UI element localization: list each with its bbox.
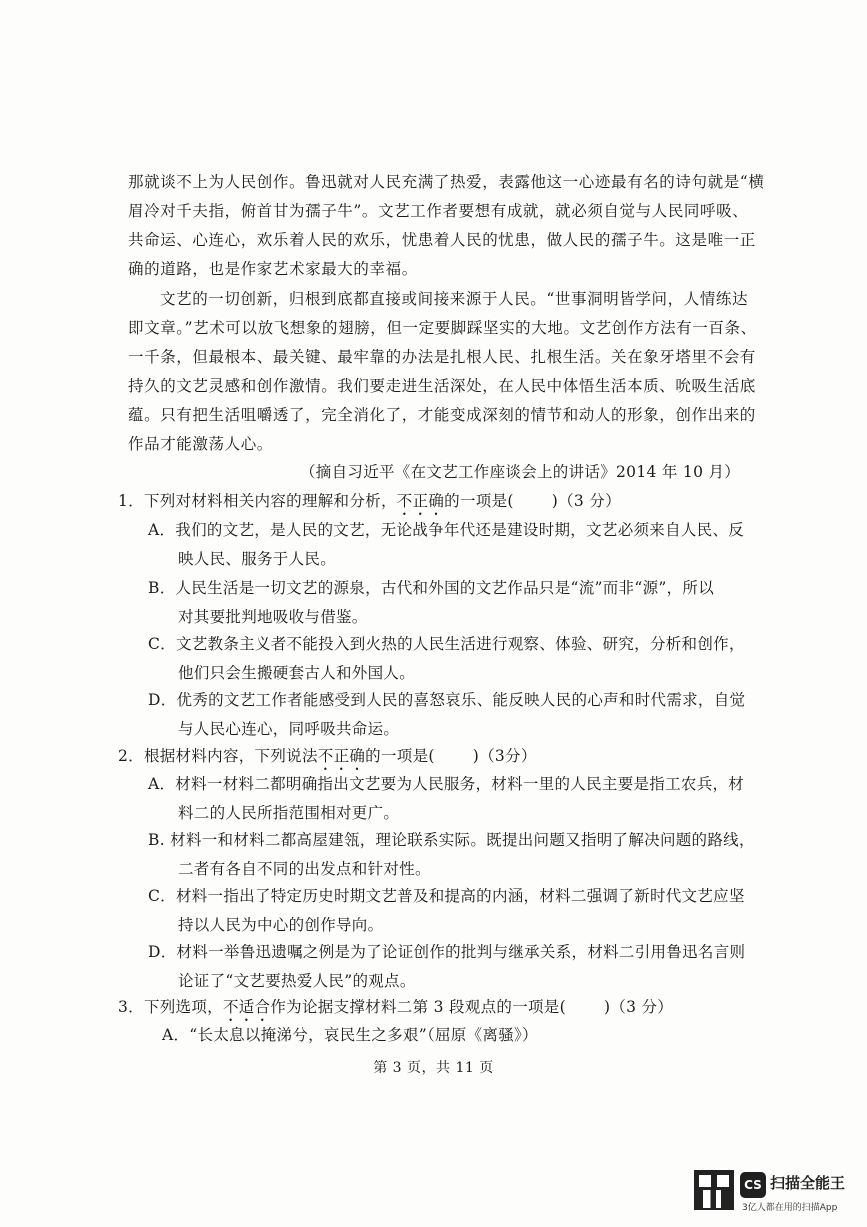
text-line: 一千条，但最根本、最关键、最牢靠的办法是扎根人民、扎根生活。关在象牙塔里不会有 [128, 348, 756, 366]
emphasis-text: 不正确 [317, 747, 366, 765]
question-1-option-c [148, 630, 748, 688]
question-2-option-a [148, 770, 748, 828]
stem-text: 的一项是( [365, 747, 435, 765]
emphasis-text: 不正确 [396, 492, 445, 510]
camscanner-tagline: 3亿人都在用的扫描App [742, 1203, 838, 1213]
stem-score: )（3 分） [551, 492, 621, 510]
option-line: D．优秀的文艺工作者能感受到人民的喜怒哀乐、能反映人民的心声和时代需求，自觉 [148, 691, 746, 709]
stem-text: 作为论据支撑材料二第 3 段观点的一项是( [270, 998, 566, 1016]
option-line: C．材料一指出了特定历史时期文艺普及和提高的内涵，材料二强调了新时代文艺应坚 [148, 887, 745, 905]
option-line: D．材料一举鲁迅遗嘱之例是为了论证创作的批判与继承关系，材料二引用鲁迅名言则 [148, 943, 746, 961]
emphasis-text: 不适合 [222, 998, 271, 1016]
question-2-option-b [148, 826, 755, 884]
passage-paragraph-2 [128, 285, 757, 459]
option-line: 映人民、服务于人民。 [178, 550, 337, 568]
question-2-option-c [148, 882, 748, 940]
option-line: 料二的人民所指范围相对更广。 [178, 804, 400, 822]
text-line: 持久的文艺灵感和创作激情。我们要走进生活深处，在人民中体悟生活本质、吮吸生活底 [128, 377, 756, 395]
stem-score: )（3分） [472, 747, 537, 765]
question-1-stem [118, 487, 738, 519]
option-line: 二者有各自不同的出发点和针对性。 [178, 860, 431, 878]
option-line: A．材料一材料二都明确指出文艺要为人民服务，材料一里的人民主要是指工农兵，材 [148, 775, 745, 793]
text-line: 共命运、心连心，欢乐着人民的欢乐，忧患着人民的忧患，做人民的孺子牛。这是唯一正 [128, 231, 756, 249]
question-1-option-a [148, 516, 748, 574]
option-line: B. 材料一和材料二都高屋建瓴，理论联系实际。既提出问题又指明了解决问题的路线， [148, 831, 755, 849]
option-line: 他们只会生搬硬套古人和外国人。 [178, 664, 416, 682]
question-1-option-d [148, 686, 748, 744]
text-line: 文艺的一切创新，归根到底都直接或间接来源于人民。“世事洞明皆学问，人情练达 [160, 290, 749, 308]
stem-text: 1．下列对材料相关内容的理解和分析， [118, 492, 397, 510]
text-line: 那就谈不上为人民创作。鲁迅就对人民充满了热爱，表露他这一心迹最有名的诗句就是“横 [128, 173, 765, 191]
question-3-option-a [162, 1021, 762, 1050]
passage-source: （摘自习近平《在文艺工作座谈会上的讲话》2014 年 10 月） [300, 463, 741, 481]
text-line: 眉冷对千夫指，俯首甘为孺子牛”。文艺工作者要想有成就，就必须自觉与人民同呼吸、 [128, 202, 749, 220]
stem-text: 的一项是( [444, 492, 514, 510]
option-line: 对其要批判地吸收与借鉴。 [178, 608, 368, 626]
stem-text: 2．根据材料内容，下列说法 [118, 747, 318, 765]
option-line: C．文艺教条主义者不能投入到火热的人民生活进行观察、体验、研究，分析和创作， [148, 635, 745, 653]
stem-text: 3．下列选项， [118, 998, 223, 1016]
question-1-option-b [148, 574, 748, 632]
option-line: 持以人民为中心的创作导向。 [178, 916, 384, 934]
text-line: 即文章。”艺术可以放飞想象的翅膀，但一定要脚踩坚实的大地。文艺创作方法有一百条、 [128, 319, 757, 337]
text-line: 确的道路，也是作家艺术家最大的幸福。 [128, 260, 418, 278]
option-line: 与人民心连心，同呼吸共命运。 [178, 720, 400, 738]
option-line: B．人民生活是一切文艺的源泉，古代和外国的文艺作品只是“流”而非“源”，所以 [148, 579, 714, 597]
option-line: A．“长太息以掩涕兮，哀民生之多艰”（屈原《离骚》） [162, 1026, 538, 1044]
qr-code-icon [694, 1170, 734, 1210]
option-line: 论证了“文艺要热爱人民”的观点。 [178, 972, 416, 990]
text-line: 蕴。只有把生活咀嚼透了，完全消化了，才能变成深刻的情节和动人的形象，创作出来的 [128, 406, 756, 424]
text-line: 作品才能激荡人心。 [128, 435, 273, 453]
page-number: 第 3 页，共 11 页 [373, 1060, 494, 1076]
stem-score: )（3 分） [603, 998, 674, 1016]
camscanner-app-name: 扫描全能王 [770, 1174, 846, 1192]
camscanner-logo: CS [740, 1172, 766, 1198]
passage-paragraph-1 [128, 168, 765, 284]
option-line: A．我们的文艺，是人民的文艺，无论战争年代还是建设时期，文艺必须来自人民、反 [148, 521, 745, 539]
question-2-option-d [148, 938, 748, 996]
